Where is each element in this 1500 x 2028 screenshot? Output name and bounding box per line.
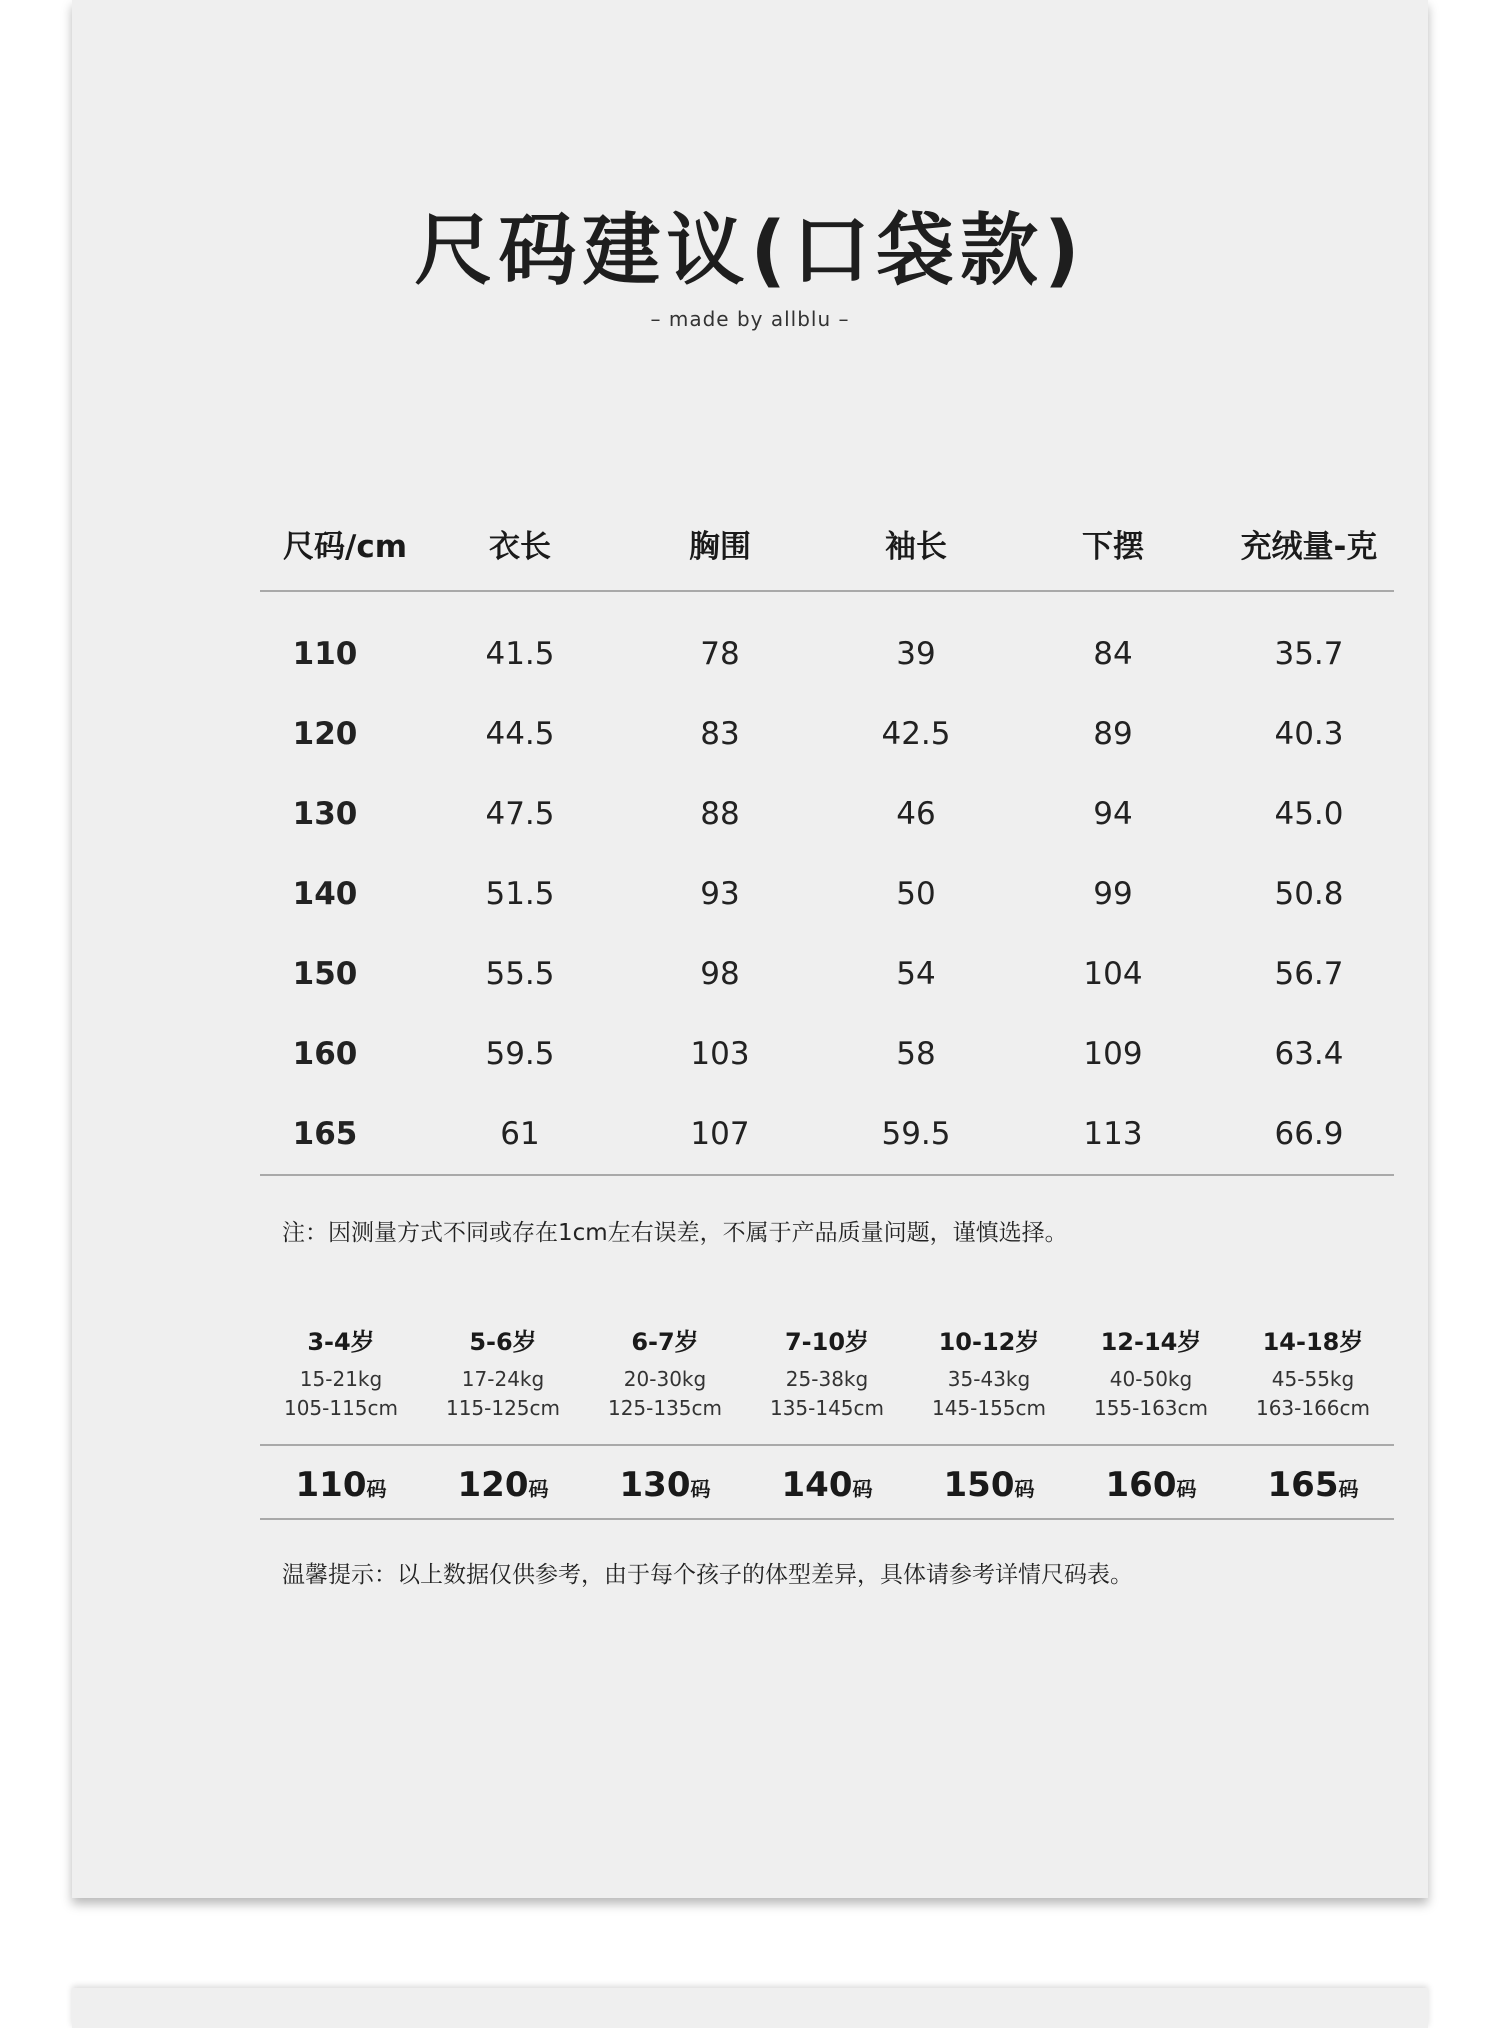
table-row	[260, 934, 1394, 1014]
size-number: 150	[943, 1465, 1015, 1505]
age-item	[908, 1322, 1070, 1423]
size-unit: 码	[852, 1477, 873, 1501]
row-value-cell: 93	[700, 876, 740, 912]
row-value-cell: 88	[700, 796, 740, 832]
size-number: 130	[619, 1465, 691, 1505]
size-number: 120	[457, 1465, 529, 1505]
header-hem: 下摆	[1082, 528, 1144, 565]
weight-range: 15-21kg	[299, 1367, 383, 1391]
age-guide	[260, 1322, 1394, 1423]
row-value-cell: 50.8	[1274, 876, 1344, 912]
age-item	[422, 1322, 584, 1423]
next-card	[72, 1988, 1428, 2028]
row-value-cell: 58	[896, 1036, 936, 1072]
row-value-cell: 98	[700, 956, 740, 992]
size-unit: 码	[690, 1477, 711, 1501]
height-range: 163-166cm	[1255, 1396, 1371, 1420]
height-range: 115-125cm	[445, 1396, 561, 1420]
row-value-cell: 39	[896, 636, 936, 672]
height-range: 145-155cm	[931, 1396, 1047, 1420]
table-top-rule	[260, 590, 1394, 592]
size-card	[72, 0, 1428, 1898]
header-length: 衣长	[489, 528, 551, 565]
age-range: 12-14岁	[1100, 1328, 1202, 1356]
row-value-cell: 107	[690, 1116, 750, 1152]
table-row	[260, 774, 1394, 854]
weight-range: 45-55kg	[1271, 1367, 1355, 1391]
row-size-cell: 140	[292, 876, 358, 912]
measurement-note: 注：因测量方式不同或存在1cm左右误差，不属于产品质量问题，谨慎选择。	[282, 1220, 1068, 1246]
weight-range: 25-38kg	[785, 1367, 869, 1391]
row-size-cell: 165	[292, 1116, 358, 1152]
row-value-cell: 41.5	[485, 636, 555, 672]
age-range: 10-12岁	[938, 1328, 1040, 1356]
row-value-cell: 35.7	[1274, 636, 1344, 672]
row-size-cell: 110	[292, 636, 358, 672]
age-range: 7-10岁	[784, 1328, 870, 1356]
header-size: 尺码/cm	[283, 528, 407, 565]
row-value-cell: 66.9	[1274, 1116, 1344, 1152]
row-value-cell: 45.0	[1274, 796, 1344, 832]
row-value-cell: 59.5	[881, 1116, 951, 1152]
row-value-cell: 44.5	[485, 716, 555, 752]
age-item	[260, 1322, 422, 1423]
table-bottom-rule	[260, 1174, 1394, 1176]
row-value-cell: 103	[690, 1036, 750, 1072]
row-value-cell: 51.5	[485, 876, 555, 912]
table-row	[260, 694, 1394, 774]
size-number: 110	[295, 1465, 367, 1505]
size-item	[1070, 1465, 1232, 1505]
height-range: 105-115cm	[283, 1396, 399, 1420]
table-row	[260, 1014, 1394, 1094]
size-unit: 码	[1176, 1477, 1197, 1501]
table-row	[260, 614, 1394, 694]
row-value-cell: 56.7	[1274, 956, 1344, 992]
row-value-cell: 78	[700, 636, 740, 672]
row-value-cell: 63.4	[1274, 1036, 1344, 1072]
row-value-cell: 94	[1093, 796, 1133, 832]
height-range: 155-163cm	[1093, 1396, 1209, 1420]
size-item	[260, 1465, 422, 1505]
weight-range: 17-24kg	[461, 1367, 545, 1391]
age-rule	[260, 1444, 1394, 1446]
size-number: 140	[781, 1465, 853, 1505]
row-value-cell: 84	[1093, 636, 1133, 672]
size-unit: 码	[528, 1477, 549, 1501]
tip-note: 温馨提示：以上数据仅供参考，由于每个孩子的体型差异，具体请参考详情尺码表。	[282, 1562, 1133, 1588]
header-chest: 胸围	[689, 528, 751, 565]
table-row	[260, 1094, 1394, 1174]
row-value-cell: 61	[500, 1116, 540, 1152]
row-value-cell: 89	[1093, 716, 1133, 752]
header-sleeve: 袖长	[885, 528, 947, 565]
row-value-cell: 109	[1083, 1036, 1143, 1072]
row-value-cell: 55.5	[485, 956, 555, 992]
age-item	[584, 1322, 746, 1423]
row-value-cell: 83	[700, 716, 740, 752]
row-value-cell: 59.5	[485, 1036, 555, 1072]
height-range: 125-135cm	[607, 1396, 723, 1420]
row-value-cell: 50	[896, 876, 936, 912]
row-value-cell: 46	[896, 796, 936, 832]
page-title: 尺码建议(口袋款)	[414, 206, 1086, 296]
row-value-cell: 47.5	[485, 796, 555, 832]
size-rule	[260, 1518, 1394, 1520]
size-guide	[260, 1450, 1394, 1520]
age-range: 14-18岁	[1262, 1328, 1364, 1356]
size-unit: 码	[366, 1477, 387, 1501]
height-range: 135-145cm	[769, 1396, 885, 1420]
row-size-cell: 150	[292, 956, 358, 992]
row-value-cell: 40.3	[1274, 716, 1344, 752]
row-size-cell: 120	[292, 716, 358, 752]
size-item	[908, 1465, 1070, 1505]
page-subtitle: – made by allblu –	[650, 307, 850, 331]
table-body	[260, 614, 1394, 1174]
table-header	[260, 515, 1394, 571]
row-value-cell: 54	[896, 956, 936, 992]
size-item	[1232, 1465, 1394, 1505]
age-item	[1232, 1322, 1394, 1423]
weight-range: 35-43kg	[947, 1367, 1031, 1391]
row-value-cell: 104	[1083, 956, 1143, 992]
age-range: 5-6岁	[469, 1328, 537, 1356]
row-size-cell: 160	[292, 1036, 358, 1072]
size-number: 165	[1267, 1465, 1339, 1505]
size-item	[422, 1465, 584, 1505]
weight-range: 40-50kg	[1109, 1367, 1193, 1391]
row-value-cell: 99	[1093, 876, 1133, 912]
size-unit: 码	[1014, 1477, 1035, 1501]
row-value-cell: 113	[1083, 1116, 1143, 1152]
age-range: 3-4岁	[307, 1328, 375, 1356]
size-item	[746, 1465, 908, 1505]
table-row	[260, 854, 1394, 934]
age-range: 6-7岁	[631, 1328, 699, 1356]
age-item	[1070, 1322, 1232, 1423]
size-unit: 码	[1338, 1477, 1359, 1501]
age-item	[746, 1322, 908, 1423]
row-size-cell: 130	[292, 796, 358, 832]
header-down: 充绒量-克	[1240, 528, 1378, 565]
size-number: 160	[1105, 1465, 1177, 1505]
weight-range: 20-30kg	[623, 1367, 707, 1391]
row-value-cell: 42.5	[881, 716, 951, 752]
size-item	[584, 1465, 746, 1505]
